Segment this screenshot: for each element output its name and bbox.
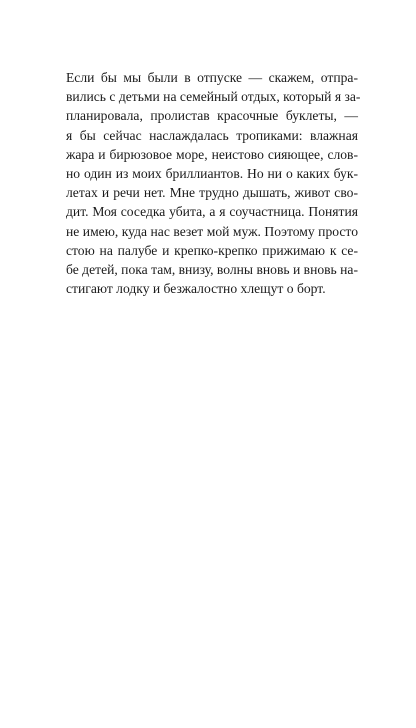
text-line: дит. Моя соседка убита, а я соучастница. Понятия <box>66 204 358 220</box>
body-paragraph <box>66 68 361 298</box>
text-line: стою на палубе и крепко-крепко прижимаю к се- <box>66 242 358 258</box>
text-line: Если бы мы были в отпуске — скажем, отпра- <box>66 70 358 85</box>
text-line: летах и речи нет. Мне трудно дышать, живот сво- <box>66 185 358 201</box>
text-line: не имею, куда нас везет мой муж. Поэтому просто <box>66 223 358 239</box>
text-line: вились с детьми на семейный отдых, который я за- <box>66 89 361 105</box>
text-line: жара и бирюзовое море, неистово сияющее, слов- <box>66 146 358 162</box>
text-line: планировала, пролистав красочные буклеты, — <box>66 108 358 124</box>
text-line: я бы сейчас наслаждалась тропиками: влажная <box>66 127 358 143</box>
text-line: но один из моих бриллиантов. Но ни о каких бук- <box>66 165 358 181</box>
text-line: стигают лодку и безжалостно хлещут о борт. <box>66 281 326 297</box>
text-line: бе детей, пока там, внизу, волны вновь и вновь на- <box>66 261 358 277</box>
